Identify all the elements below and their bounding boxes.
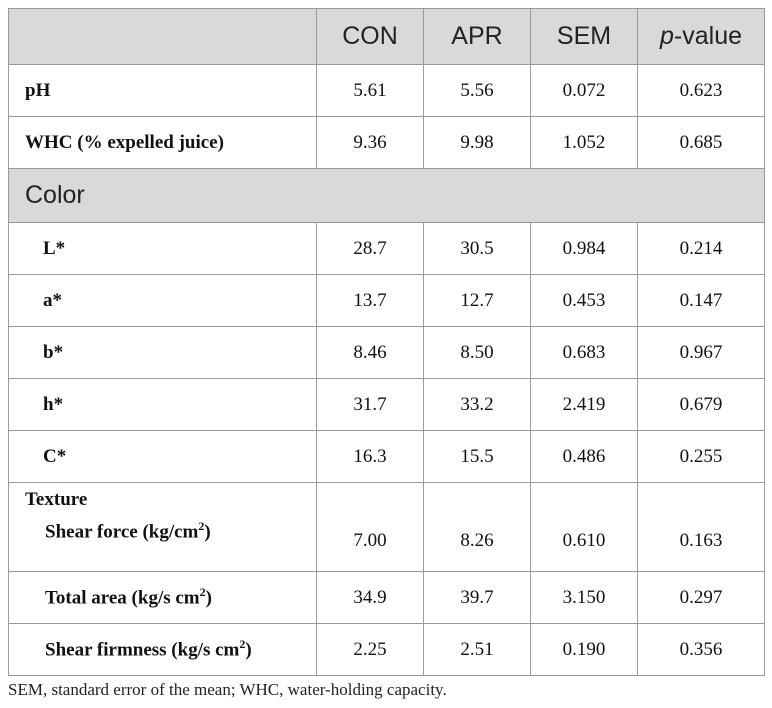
table-row [9, 431, 765, 483]
table-container [8, 8, 764, 676]
row-label: a* [9, 275, 317, 327]
row-label [9, 624, 317, 676]
cell-con: 16.3 [317, 431, 424, 483]
cell-p: 0.685 [638, 117, 765, 169]
row-label: b* [9, 327, 317, 379]
table-row [9, 327, 765, 379]
row-label: pH [9, 65, 317, 117]
header-blank-cell [9, 9, 317, 65]
cell-p: 0.623 [638, 65, 765, 117]
cell-con: 34.9 [317, 572, 424, 624]
row-label: WHC (% expelled juice) [9, 117, 317, 169]
meat-quality-table [8, 8, 765, 676]
cell-sem: 0.453 [531, 275, 638, 327]
cell-p: 0.967 [638, 327, 765, 379]
cell-apr: 30.5 [424, 223, 531, 275]
cell-p: 0.297 [638, 572, 765, 624]
row-label [9, 572, 317, 624]
header-apr: APR [424, 9, 531, 65]
section-row-color [9, 169, 765, 223]
cell-sem: 2.419 [531, 379, 638, 431]
superscript: 2 [239, 637, 246, 652]
table-row [9, 117, 765, 169]
table-row [9, 275, 765, 327]
cell-sem: 3.150 [531, 572, 638, 624]
header-p-italic: p [660, 22, 674, 50]
empty-cell [531, 483, 638, 512]
cell-apr: 2.51 [424, 624, 531, 676]
header-p-value [638, 9, 765, 65]
header-p-rest: -value [673, 22, 742, 50]
cell-apr: 5.56 [424, 65, 531, 117]
cell-p: 0.255 [638, 431, 765, 483]
cell-sem: 0.683 [531, 327, 638, 379]
cell-con: 13.7 [317, 275, 424, 327]
header-sem: SEM [531, 9, 638, 65]
cell-sem: 0.190 [531, 624, 638, 676]
superscript: 2 [198, 519, 205, 533]
cell-p: 0.679 [638, 379, 765, 431]
cell-con: 8.46 [317, 327, 424, 379]
table-row [9, 511, 765, 572]
cell-apr: 9.98 [424, 117, 531, 169]
cell-con: 7.00 [317, 511, 424, 572]
header-con: CON [317, 9, 424, 65]
cell-apr: 33.2 [424, 379, 531, 431]
cell-apr: 12.7 [424, 275, 531, 327]
row-label-text: Shear firmness (kg/s cm [45, 639, 240, 661]
cell-con: 9.36 [317, 117, 424, 169]
cell-apr: 8.50 [424, 327, 531, 379]
texture-title-row [9, 483, 765, 512]
row-label [9, 511, 317, 572]
cell-sem: 0.486 [531, 431, 638, 483]
table-row [9, 65, 765, 117]
empty-cell [424, 483, 531, 512]
row-label: C* [9, 431, 317, 483]
cell-p: 0.356 [638, 624, 765, 676]
table-row [9, 572, 765, 624]
cell-sem: 0.072 [531, 65, 638, 117]
header-row [9, 9, 765, 65]
texture-title: Texture [9, 483, 317, 512]
empty-cell [317, 483, 424, 512]
row-label: h* [9, 379, 317, 431]
row-label-tail: ) [204, 521, 211, 543]
row-label-text: Total area (kg/s cm [45, 587, 200, 609]
table-footnote: SEM, standard error of the mean; WHC, water-holding capacity. [8, 680, 447, 699]
cell-con: 28.7 [317, 223, 424, 275]
cell-apr: 15.5 [424, 431, 531, 483]
row-label-tail: ) [205, 587, 212, 609]
section-title: Color [9, 169, 765, 223]
cell-apr: 8.26 [424, 511, 531, 572]
superscript: 2 [199, 585, 206, 600]
cell-sem: 0.610 [531, 511, 638, 572]
cell-apr: 39.7 [424, 572, 531, 624]
cell-con: 31.7 [317, 379, 424, 431]
cell-p: 0.147 [638, 275, 765, 327]
table-row [9, 223, 765, 275]
cell-p: 0.214 [638, 223, 765, 275]
row-label: L* [9, 223, 317, 275]
cell-sem: 1.052 [531, 117, 638, 169]
cell-sem: 0.984 [531, 223, 638, 275]
cell-p: 0.163 [638, 511, 765, 572]
row-label-text: Shear force (kg/cm [45, 521, 199, 543]
cell-con: 2.25 [317, 624, 424, 676]
table-row [9, 624, 765, 676]
empty-cell [638, 483, 765, 512]
table-row [9, 379, 765, 431]
row-label-tail: ) [245, 639, 252, 661]
cell-con: 5.61 [317, 65, 424, 117]
